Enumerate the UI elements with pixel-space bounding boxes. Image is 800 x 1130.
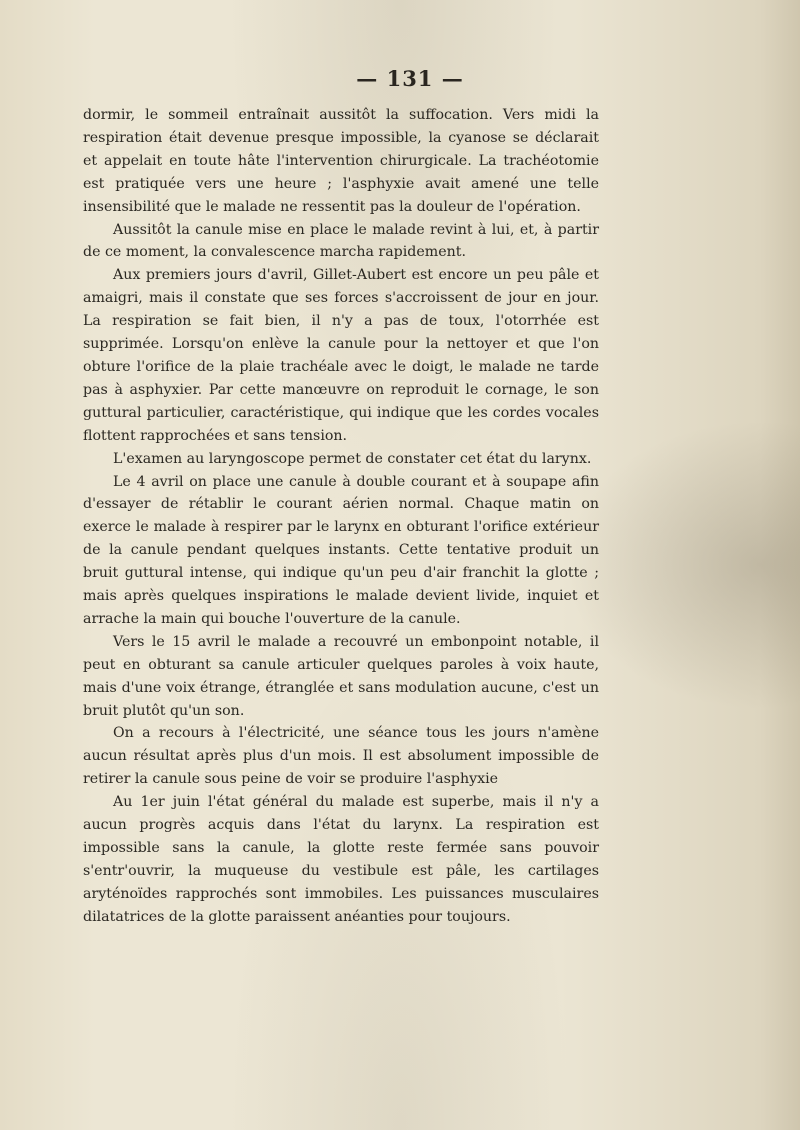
paragraph: Vers le 15 avril le malade a recouvré un embonpoint notable, il peut en obturant sa canule articuler quelques paroles à voix haute, mais d'une voix étrange, étranglée et sans modulation aucune, c'est un bruit plutôt qu'un son.: [83, 633, 599, 719]
body-text: [83, 104, 599, 929]
paragraph: Aussitôt la canule mise en place le malade revint à lui, et, à partir de ce moment, la convalescence marcha rapidement.: [83, 221, 599, 261]
paragraph: L'examen au laryngoscope permet de constater cet état du larynx.: [113, 450, 592, 467]
paragraph: On a recours à l'électricité, une séance tous les jours n'amène aucun résultat après plus d'un mois. Il est absolument impossible de retirer la canule sous peine de voir se produire l'asphyxie: [83, 725, 599, 788]
paragraph: Aux premiers jours d'avril, Gillet-Aubert est encore un peu pâle et amaigri, mais il constate que ses forces s'accroissent de jour en jour. La respiration se fait bien, il n'y a pas de toux, l'otorrhée est supprimée. Lorsqu'on enlève la canule pour la nettoyer et que l'on obture l'orifice de la plaie trachéale avec le doigt, le malade ne tarde pas à asphyxier. Par cette manœuvre on reproduit le cornage, le son guttural particulier, caractéristique, qui indique que les cordes vocales flottent rapprochées et sans tension.: [83, 267, 599, 444]
paragraph: dormir, le sommeil entraînait aussitôt la suffocation. Vers midi la respiration était devenue presque impossible, la cyanose se déclarait et appelait en toute hâte l'intervention chirurgicale. La trachéotomie est pratiquée vers une heure ; l'asphyxie avait amené une telle insensibilité que le malade ne ressentit pas la douleur de l'opération.: [83, 107, 599, 215]
paragraph: Le 4 avril on place une canule à double courant et à soupape afin d'essayer de rétablir le courant aérien normal. Chaque matin on exerce le malade à respirer par le larynx en obturant l'orifice extérieur de la canule pendant quelques instants. Cette tentative produit un bruit guttural intense, qui indique qu'un peu d'air franchit la glotte ; mais après quelques inspirations le malade devient livide, inquiet et arrache la main qui bouche l'ouverture de la canule.: [83, 473, 599, 627]
page-number: — 131 —: [356, 66, 464, 91]
paragraph: Au 1er juin l'état général du malade est superbe, mais il n'y a aucun progrès acquis dans l'état du larynx. La respiration est impossible sans la canule, la glotte reste fermée sans pouvoir s'entr'ouvrir, la muqueuse du vestibule est pâle, les cartilages aryténoïdes rapprochés sont immobiles. Les puissances musculaires dilatatrices de la glotte paraissent anéanties pour toujours.: [83, 794, 599, 925]
page-number-header: [0, 66, 800, 91]
